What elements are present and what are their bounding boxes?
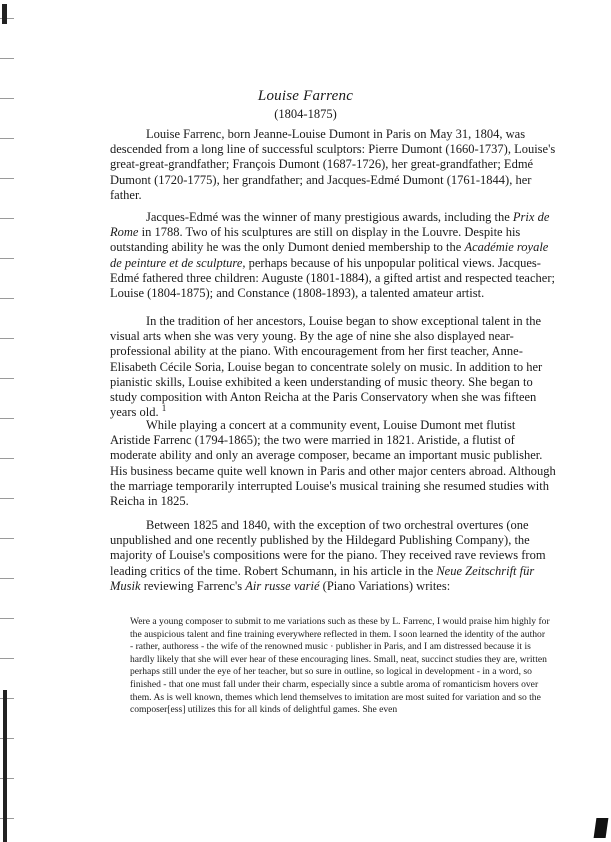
paragraph-text: reviewing Farrenc's xyxy=(140,578,246,593)
footnote-ref: 1 xyxy=(161,403,167,414)
page-title: Louise Farrenc xyxy=(257,88,354,104)
paragraph-4 xyxy=(110,418,558,509)
paragraph-1 xyxy=(110,127,558,203)
binding-mark xyxy=(2,4,7,24)
paragraph-text: Between 1825 and 1840, with the exception of two orchestral overtures (one unpublished and one recently published by the Hildegard Publishing Company), the majority of Louise's compositions were for the piano. They received rave reviews from leading critics of the time. Robert Schumann, in his article in the xyxy=(110,518,546,578)
block-quote: Were a young composer to submit to me variations such as these by L. Farrenc, I would praise him highly for the auspicious talent and fine training everywhere reflected in them. I soon learned the identity of the author - rather, authoress - the wife of the renowned music · publisher in Paris, and I am distressed because it is hardly likely that she will ever hear of these encouraging lines. Small, neat, succinct studies they are, written perhaps still under the eye of her teacher, but so sure in outline, so logical in development - in a word, so finished - that one must fall under their charm, especially since a subtle aroma of romanticism hovers over them. As is well known, themes which lend themselves to imitation are most suited for variation and so the composer[ess] utilizes this for all kinds of delightful games. She even xyxy=(130,616,550,716)
paragraph-text: Jacques-Edmé was the winner of many prestigious awards, including the xyxy=(146,210,513,224)
paragraph-text: in 1788. Two of his sculptures are still on display in the Louvre. Despite his outstanding ability he was the only Dumont denied membership to the xyxy=(110,225,521,255)
scan-edge-mark xyxy=(594,818,609,838)
page-dates: (1804-1875) xyxy=(274,107,337,121)
paragraph-text: Louise Farrenc, born Jeanne-Louise Dumont in Paris on May 31, 1804, was descended from a long line of successful sculptors: Pierre Dumont (1660-1737), Louise's great-great-grandfather; François Dumont (1687-1726), her great-grandfather; Edmé Dumont (1720-1775), her grandfather; and Jacques-Edmé Dumont (1761-1844), her father. xyxy=(110,127,556,202)
paragraph-3 xyxy=(110,314,558,420)
paragraph-2 xyxy=(110,210,558,301)
title-block xyxy=(0,88,611,122)
paragraph-5 xyxy=(110,518,558,594)
paragraph-text: While playing a concert at a community event, Louise Dumont met flutist Aristide Farrenc (1794-1865); the two were married in 1821. Aristide, a flutist of moderate ability and only an average composer, became an important music publisher. His business became quite well known in Paris and other major centers abroad. Although the marriage temporarily interrupted Louise's musical training she resumed studies with Reicha in 1825. xyxy=(110,418,556,509)
paragraph-text: (Piano Variations) writes: xyxy=(319,578,451,593)
paragraph-text: In the tradition of her ancestors, Louise began to show exceptional talent in the visual arts when she was very young. By the age of nine she also displayed near-professional ability at the piano. With encouragement from her first teacher, Anne-Elisabeth Cécile Soria, Louise began to concentrate solely on music. In addition to her pianistic skills, Louise exhibited a keen understanding of music theory. She began to study composition with Anton Reicha at the Paris Conservatory when she was fifteen years old. xyxy=(110,314,543,420)
italic-term: Air russe varié xyxy=(245,578,320,593)
italic-term: Neue Zeitschrift für Musik xyxy=(110,563,535,593)
paragraph-text: perhaps because of his unpopular political views. Jacques-Edmé fathered three children: Auguste (1801-1884), a gifted artist and respected teacher; Louise (1804-1875); and Constance (1808-1893), a talented amateur artist. xyxy=(110,255,555,301)
italic-term: Prix de Rome xyxy=(110,210,550,240)
binding-mark xyxy=(3,690,7,842)
italic-term: Académie royale de peinture et de sculpture, xyxy=(110,240,549,270)
